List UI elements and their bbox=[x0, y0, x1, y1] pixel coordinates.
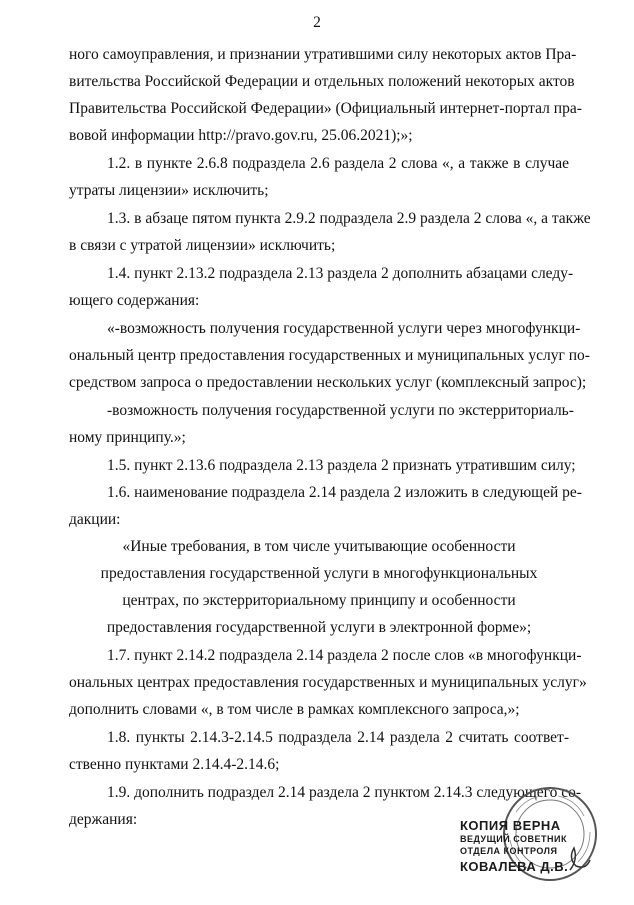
text-line: 1.2. в пункте 2.6.8 подраздела 2.6 раздела 2 слова «, а также в случае bbox=[107, 155, 569, 172]
text-line: утраты лицензии» исключить; bbox=[69, 182, 269, 199]
text-line: дополнить словами «, в том числе в рамках комплексного запроса,»; bbox=[69, 701, 520, 718]
text-line: 1.5. пункт 2.13.6 подраздела 2.13 раздела 2 признать утратившим силу; bbox=[107, 457, 576, 474]
text-line: 1.4. пункт 2.13.2 подраздела 2.13 раздела 2 дополнить абзацами следу- bbox=[107, 265, 574, 282]
text-line: ному принципу.»; bbox=[69, 429, 186, 446]
text-line: вительства Российской Федерации и отдельных положений некоторых актов bbox=[69, 73, 575, 90]
text-line: ющего содержания: bbox=[69, 292, 200, 309]
text-line: держания: bbox=[69, 811, 138, 828]
section-heading-line: «Иные требования, в том числе учитывающие особенности bbox=[122, 538, 516, 555]
text-line: 1.7. пункт 2.14.2 подраздела 2.14 раздела 2 после слов «в многофункци- bbox=[107, 647, 582, 664]
text-line: ственно пунктами 2.14.4-2.14.6; bbox=[69, 756, 280, 773]
text-line: средством запроса о предоставлении нескольких услуг (комплексный запрос); bbox=[69, 374, 587, 391]
section-heading-line: предоставления государственной услуги в электронной форме»; bbox=[106, 619, 532, 636]
stamp-line: ВЕДУЩИЙ СОВЕТНИК bbox=[460, 834, 567, 844]
text-line: «-возможность получения государственной услуги через многофункци- bbox=[107, 320, 581, 337]
stamp-line: КОПИЯ ВЕРНА bbox=[460, 818, 561, 833]
text-line: в связи с утратой лицензии» исключить; bbox=[69, 237, 336, 254]
section-heading-line: предоставления государственной услуги в многофункциональных bbox=[100, 565, 538, 582]
page-number: 2 bbox=[313, 14, 321, 31]
stamp-line: КОВАЛЕВА Д.В. bbox=[460, 859, 569, 874]
text-line: Правительства Российской Федерации» (Официальный интернет-портал пра- bbox=[69, 100, 582, 117]
stamp-line: ОТДЕЛА КОНТРОЛЯ bbox=[460, 846, 558, 856]
text-line: вовой информации http://pravo.gov.ru, 25.06.2021);»; bbox=[69, 127, 413, 144]
text-line: -возможность получения государственной услуги по экстерриториаль- bbox=[107, 402, 574, 419]
section-heading-line: центрах, по экстерриториальному принципу и особенности bbox=[122, 592, 516, 609]
text-line: ональных центрах предоставления государственных и муниципальных услуг» bbox=[69, 674, 587, 691]
text-line: 1.9. дополнить подраздел 2.14 раздела 2 пунктом 2.14.3 следующего со- bbox=[107, 784, 582, 801]
text-line: 1.8. пункты 2.14.3-2.14.5 подраздела 2.14 раздела 2 считать соответ- bbox=[107, 729, 569, 746]
text-line: ональный центр предоставления государственных и муниципальных услуг по- bbox=[69, 347, 590, 364]
text-line: 1.6. наименование подраздела 2.14 раздела 2 изложить в следующей ре- bbox=[107, 484, 582, 501]
text-line: дакции: bbox=[69, 511, 121, 528]
text-line: ного самоуправления, и признании утратившими силу некоторых актов Пра- bbox=[69, 46, 577, 63]
text-line: 1.3. в абзаце пятом пункта 2.9.2 подраздела 2.9 раздела 2 слова «, а также bbox=[107, 210, 591, 227]
